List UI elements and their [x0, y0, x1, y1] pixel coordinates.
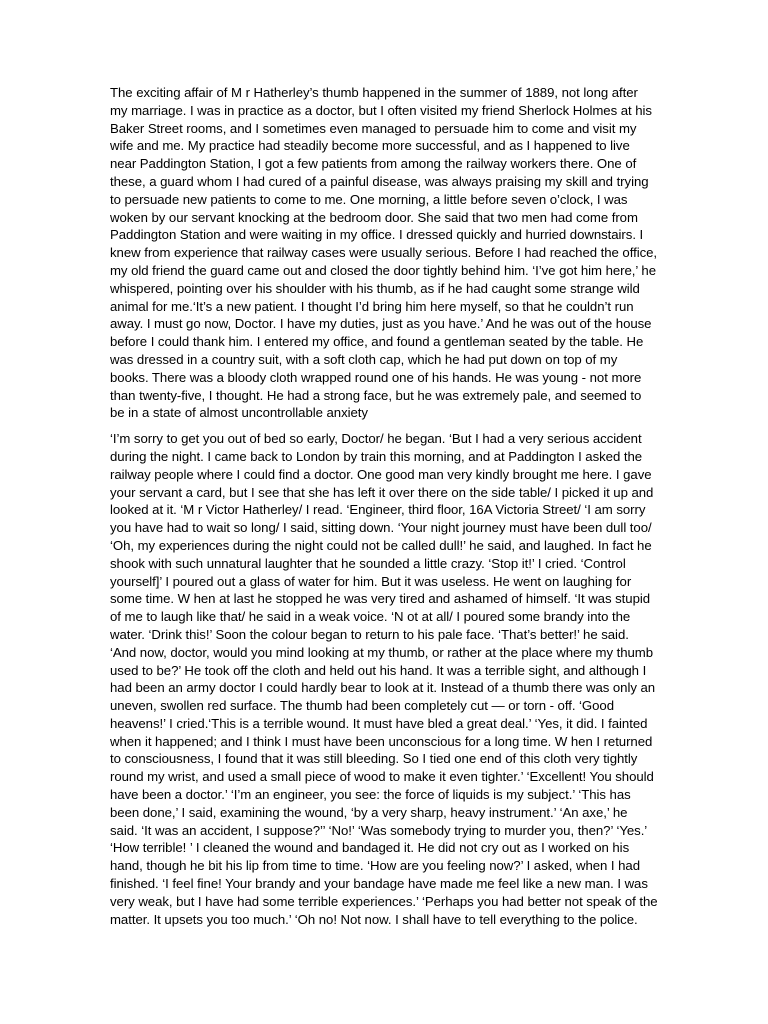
paragraph-1: The exciting affair of M r Hatherley’s thumb happened in the summer of 1889, not long after my marriage. I was in practice as a doctor, but I often visited my friend Sherlock Holmes at his Baker Street rooms, and I sometimes even managed to persuade him to come and visit my wife and me. My practice had steadily become more successful, and as I happened to live near Paddington Station, I got a few patients from among the railway workers there. One of these, a guard whom I had cured of a painful disease, was always praising my skill and trying to persuade new patients to come to me. One morning, a little before seven o’clock, I was woken by our servant knocking at the bedroom door. She said that two men had come from Paddington Station and were waiting in my office. I dressed quickly and hurried downstairs. I knew from experience that railway cases were usually serious. Before I had reached the office, my old friend the guard came out and closed the door tightly behind him. ‘I’ve got him here,’ he whispered, pointing over his shoulder with his thumb, as if he had caught some strange wild animal for me.‘It’s a new patient. I thought I’d bring him here myself, so that he couldn’t run away. I must go now, Doctor. I have my duties, just as you have.’ And he was out of the house before I could thank him. I entered my office, and found a gentleman seated by the table. He was dressed in a country suit, with a soft cloth cap, which he had put down on top of my books. There was a bloody cloth wrapped round one of his hands. He was young - not more than twenty-five, I thought. He had a strong face, but he was extremely pale, and seemed to be in a state of almost uncontrollable anxiety — [110, 85, 658, 421]
document-body — [110, 84, 658, 928]
paragraph-2: ‘I’m sorry to get you out of bed so early, Doctor/ he began. ‘But I had a very serious accident during the night. I came back to London by train this morning, and at Paddington I asked the railway people where I could find a doctor. One good man very kindly brought me here. I gave your servant a card, but I see that she has left it over there on the side table/ I picked it up and looked at it. ‘M r Victor Hatherley/ I read. ‘Engineer, third floor, 16A Victoria Street/ ‘I am sorry you have had to wait so long/ I said, sitting down. ‘Your night journey must have been dull too/ ‘Oh, my experiences during the night could not be called dull!’ he said, and laughed. In fact he shook with such unnatural laughter that he sounded a little crazy. ‘Stop it!’ I cried. ‘Control yourself]’ I poured out a glass of water for him. But it was useless. He went on laughing for some time. W hen at last he stopped he was very tired and ashamed of himself. ‘It was stupid of me to laugh like that/ he said in a weak voice. ‘N ot at all/ I poured some brandy into the water. ‘Drink this!’ Soon the colour began to return to his pale face. ‘That’s better!’ he said. ‘And now, doctor, would you mind looking at my thumb, or rather at the place where my thumb used to be?’ He took off the cloth and held out his hand. It was a terrible sight, and although I had been an army doctor I could hardly bear to look at it. Instead of a thumb there was only an uneven, swollen red surface. The thumb had been completely cut — or torn - off. ‘Good heavens!’ I cried.‘This is a terrible wound. It must have bled a great deal.’ ‘Yes, it did. I fainted when it happened; and I think I must have been unconscious for a long time. W hen I returned to consciousness, I found that it was still bleeding. So I tied one end of this cloth very tightly round my wrist, and used a small piece of wood to make it even tighter.’ ‘Excellent! You should have been a doctor.’ ‘I’m an engineer, you see: the force of liquids is my subject.’ ‘This has been done,’ I said, examining the wound, ‘by a very sharp, heavy instrument.’ ‘An axe,’ he said. ‘It was an accident, I suppose?’’ ‘No!’ ‘Was somebody trying to murder you, then?’ ‘Yes.’ ‘How terrible! ’ I cleaned the wound and bandaged it. He did not cry out as I worked on his hand, though he bit his lip from time to time. ‘How are you feeling now?’ I asked, when I had finished. ‘I feel fine! Your brandy and your bandage have made me feel like a new man. I was very weak, but I have had some terrible experiences.’ ‘Perhaps you had better not speak of the matter. It upsets you too much.’ ‘Oh no! Not now. I shall have to tell everything to the police. — [110, 431, 658, 927]
